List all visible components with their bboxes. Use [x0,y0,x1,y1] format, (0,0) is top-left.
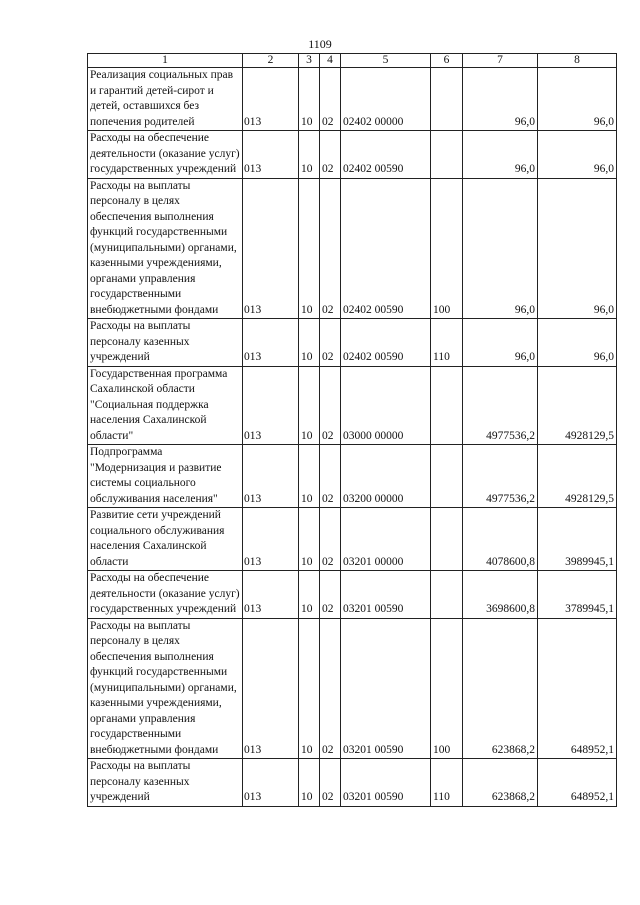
expense-type-code [431,131,463,179]
admin-code: 013 [243,319,299,367]
sum-year-1: 4078600,8 [463,508,538,571]
expense-type-code [431,571,463,619]
admin-code: 013 [243,618,299,759]
admin-code: 013 [243,366,299,445]
column-header: 3 [299,54,320,68]
table-row [88,319,617,367]
column-header: 5 [341,54,431,68]
row-name: Подпрограмма "Модернизация и развитие системы социального обслуживания населения" [88,445,243,508]
section-code: 10 [299,366,320,445]
target-code: 02402 00590 [341,178,431,319]
admin-code: 013 [243,131,299,179]
table-header-row [88,54,617,68]
subsection-code: 02 [320,178,341,319]
sum-year-2: 96,0 [538,131,617,179]
budget-table [87,53,617,807]
subsection-code: 02 [320,68,341,131]
admin-code: 013 [243,445,299,508]
table-row [88,618,617,759]
table-row [88,759,617,807]
target-code: 03201 00590 [341,759,431,807]
section-code: 10 [299,131,320,179]
column-header: 4 [320,54,341,68]
sum-year-1: 96,0 [463,68,538,131]
table-row [88,131,617,179]
target-code: 03201 00000 [341,508,431,571]
sum-year-2: 648952,1 [538,759,617,807]
row-name: Расходы на обеспечение деятельности (оказание услуг) государственных учреждений [88,571,243,619]
expense-type-code: 100 [431,618,463,759]
subsection-code: 02 [320,445,341,508]
sum-year-2: 3989945,1 [538,508,617,571]
sum-year-2: 96,0 [538,178,617,319]
sum-year-1: 4977536,2 [463,445,538,508]
row-name: Реализация социальных прав и гарантий детей-сирот и детей, оставшихся без попечения родителей [88,68,243,131]
table-row [88,508,617,571]
expense-type-code: 100 [431,178,463,319]
row-name: Государственная программа Сахалинской области "Социальная поддержка населения Сахалинской области" [88,366,243,445]
target-code: 02402 00000 [341,68,431,131]
section-code: 10 [299,68,320,131]
subsection-code: 02 [320,759,341,807]
column-header: 8 [538,54,617,68]
admin-code: 013 [243,759,299,807]
page-number: 1109 [308,37,332,51]
column-header: 1 [88,54,243,68]
sum-year-2: 4928129,5 [538,366,617,445]
target-code: 02402 00590 [341,319,431,367]
sum-year-2: 3789945,1 [538,571,617,619]
expense-type-code [431,68,463,131]
row-name: Расходы на выплаты персоналу в целях обеспечения выполнения функций государственными (муниципальными) органами, казенными учреждениями, органами управления государственными внебюджетными фондами [88,618,243,759]
admin-code: 013 [243,571,299,619]
sum-year-2: 96,0 [538,68,617,131]
row-name: Расходы на выплаты персоналу казенных учреждений [88,319,243,367]
subsection-code: 02 [320,319,341,367]
sum-year-2: 96,0 [538,319,617,367]
section-code: 10 [299,759,320,807]
expense-type-code [431,508,463,571]
column-header: 6 [431,54,463,68]
target-code: 03200 00000 [341,445,431,508]
sum-year-1: 3698600,8 [463,571,538,619]
section-code: 10 [299,178,320,319]
row-name: Расходы на выплаты персоналу казенных учреждений [88,759,243,807]
expense-type-code: 110 [431,319,463,367]
sum-year-1: 623868,2 [463,618,538,759]
expense-type-code [431,366,463,445]
table-row [88,68,617,131]
admin-code: 013 [243,508,299,571]
target-code: 03000 00000 [341,366,431,445]
row-name: Расходы на выплаты персоналу в целях обеспечения выполнения функций государственными (муниципальными) органами, казенными учреждениями, органами управления государственными внебюджетными фондами [88,178,243,319]
subsection-code: 02 [320,618,341,759]
sum-year-2: 4928129,5 [538,445,617,508]
sum-year-1: 4977536,2 [463,366,538,445]
expense-type-code: 110 [431,759,463,807]
subsection-code: 02 [320,571,341,619]
section-code: 10 [299,319,320,367]
table-row [88,445,617,508]
column-header: 2 [243,54,299,68]
section-code: 10 [299,445,320,508]
subsection-code: 02 [320,508,341,571]
admin-code: 013 [243,68,299,131]
target-code: 02402 00590 [341,131,431,179]
row-name: Расходы на обеспечение деятельности (оказание услуг) государственных учреждений [88,131,243,179]
section-code: 10 [299,618,320,759]
section-code: 10 [299,508,320,571]
table-row [88,178,617,319]
sum-year-1: 96,0 [463,131,538,179]
expense-type-code [431,445,463,508]
sum-year-1: 96,0 [463,319,538,367]
sum-year-2: 648952,1 [538,618,617,759]
admin-code: 013 [243,178,299,319]
sum-year-1: 623868,2 [463,759,538,807]
column-header: 7 [463,54,538,68]
section-code: 10 [299,571,320,619]
target-code: 03201 00590 [341,571,431,619]
row-name: Развитие сети учреждений социального обслуживания населения Сахалинской области [88,508,243,571]
sum-year-1: 96,0 [463,178,538,319]
target-code: 03201 00590 [341,618,431,759]
table-row [88,571,617,619]
table-row [88,366,617,445]
subsection-code: 02 [320,131,341,179]
subsection-code: 02 [320,366,341,445]
